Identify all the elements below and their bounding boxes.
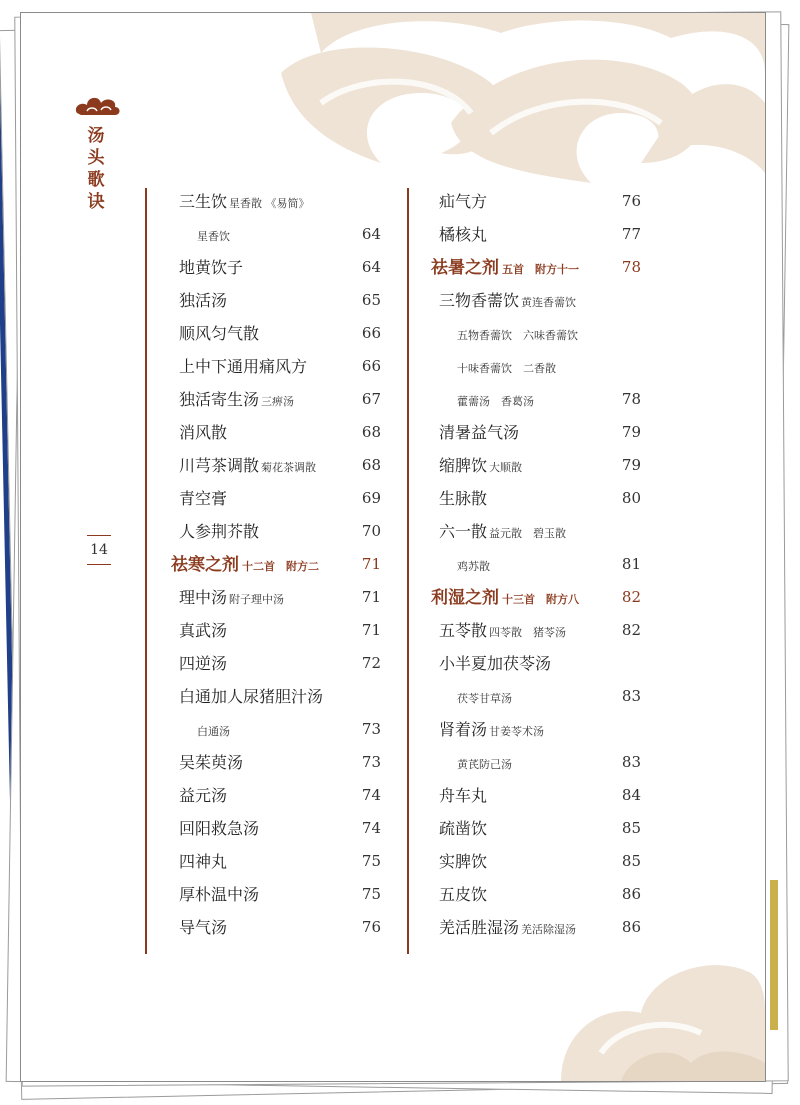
toc-entry-subtitle: 四苓散 猪苓汤	[489, 626, 567, 639]
toc-entry-title: 羌活胜湿汤	[439, 918, 520, 937]
toc-entry-page: 74	[361, 786, 381, 804]
toc-entry	[431, 482, 649, 515]
toc-entry	[171, 515, 389, 548]
toc-entry	[431, 713, 649, 746]
toc-entry-subtitle: 白通汤	[197, 725, 230, 738]
toc-left-column	[171, 185, 389, 944]
toc-entry-title: 四逆汤	[179, 654, 228, 673]
toc-entry	[171, 317, 389, 350]
toc-entry-page: 85	[621, 852, 641, 870]
toc-entry-page: 76	[621, 192, 641, 210]
toc-entry-subtitle: 大顺散	[489, 461, 523, 474]
toc-entry	[431, 548, 649, 581]
toc-entry	[431, 515, 649, 548]
toc-entry-title: 三物香薷饮	[439, 291, 520, 310]
page-number: 14	[87, 535, 111, 565]
toc-entry-subtitle: 五物香薷饮 六味香薷饮	[457, 329, 578, 342]
toc-entry-title: 实脾饮	[439, 852, 488, 871]
toc-entry-subtitle: 黄连香薷饮	[521, 296, 577, 309]
toc-entry-page: 73	[361, 753, 381, 771]
toc-entry-page: 86	[621, 918, 641, 936]
toc-entry-title: 舟车丸	[439, 786, 488, 805]
toc-entry-page: 71	[361, 621, 381, 639]
toc-entry	[171, 746, 389, 779]
toc-entry	[431, 746, 649, 779]
toc-entry-title: 六一散	[439, 522, 488, 541]
toc-entry-page: 83	[621, 753, 641, 771]
toc-entry	[431, 449, 649, 482]
toc-entry	[171, 581, 389, 614]
toc-entry	[431, 218, 649, 251]
toc-entry	[431, 812, 649, 845]
toc-entry-page: 78	[621, 390, 641, 408]
toc-entry-title: 真武汤	[179, 621, 228, 640]
toc-entry-page: 75	[361, 852, 381, 870]
toc-entry-page: 68	[361, 423, 381, 441]
toc-entry	[431, 383, 649, 416]
toc-entry	[171, 878, 389, 911]
toc-entry-subtitle: 十二首 附方二	[242, 560, 319, 573]
toc-entry-page: 82	[621, 621, 641, 639]
toc-entry	[171, 647, 389, 680]
toc-entry-title: 疝气方	[439, 192, 488, 211]
toc-entry-subtitle: 鸡苏散	[457, 560, 490, 573]
toc-entry	[171, 383, 389, 416]
toc-entry-subtitle: 五首 附方十一	[502, 263, 579, 276]
toc-section-heading	[431, 581, 649, 614]
toc-entry-page: 65	[361, 291, 381, 309]
toc-entry-page: 79	[621, 456, 641, 474]
toc-entry-page: 84	[621, 786, 641, 804]
toc-entry	[171, 449, 389, 482]
toc-entry-page: 71	[361, 555, 381, 573]
toc-entry-page: 85	[621, 819, 641, 837]
toc-entry	[431, 416, 649, 449]
toc-entry	[171, 251, 389, 284]
toc-entry-title: 青空膏	[179, 489, 228, 508]
toc-entry-title: 地黄饮子	[179, 258, 244, 277]
toc-entry-title: 顺风匀气散	[179, 324, 260, 343]
toc-entry	[171, 482, 389, 515]
toc-entry	[171, 680, 389, 713]
toc-entry-title: 小半夏加茯苓汤	[439, 654, 552, 673]
toc-entry	[171, 845, 389, 878]
toc-entry-title: 上中下通用痛风方	[179, 357, 308, 376]
toc-entry-title: 消风散	[179, 423, 228, 442]
toc-entry	[431, 317, 649, 350]
toc-entry	[431, 614, 649, 647]
toc-entry-title: 橘核丸	[439, 225, 488, 244]
toc-entry-page: 66	[361, 357, 381, 375]
cloud-decoration	[21, 13, 765, 1081]
toc-entry-page: 79	[621, 423, 641, 441]
toc-entry-page: 78	[621, 258, 641, 276]
toc-entry-subtitle: 十味香薷饮 二香散	[457, 362, 556, 375]
toc-entry	[171, 416, 389, 449]
toc-entry	[431, 845, 649, 878]
toc-page	[20, 12, 766, 1082]
toc-entry	[171, 218, 389, 251]
toc-entry	[171, 614, 389, 647]
toc-entry-title: 利湿之剂	[431, 588, 499, 608]
toc-entry-title: 祛寒之剂	[171, 555, 239, 575]
toc-entry-page: 86	[621, 885, 641, 903]
toc-entry	[171, 779, 389, 812]
toc-entry-title: 五苓散	[439, 621, 488, 640]
toc-entry-title: 人参荆芥散	[179, 522, 260, 541]
toc-entry-title: 独活汤	[179, 291, 228, 310]
toc-entry	[431, 284, 649, 317]
toc-entry-title: 吴茱萸汤	[179, 753, 244, 772]
toc-entry-subtitle: 附子理中汤	[229, 593, 285, 606]
toc-entry	[171, 284, 389, 317]
toc-entry	[431, 185, 649, 218]
toc-entry-title: 理中汤	[179, 588, 228, 607]
toc-entry	[171, 185, 389, 218]
toc-entry-subtitle: 黄芪防己汤	[457, 758, 512, 771]
cloud-logo-icon	[73, 93, 123, 119]
toc-entry-page: 72	[361, 654, 381, 672]
toc-entry-subtitle: 甘姜苓术汤	[489, 725, 545, 738]
toc-entry-page: 69	[361, 489, 381, 507]
toc-entry-subtitle: 羌活除湿汤	[521, 923, 577, 936]
toc-entry-page: 71	[361, 588, 381, 606]
toc-entry	[171, 350, 389, 383]
toc-entry	[171, 812, 389, 845]
toc-entry-page: 64	[361, 258, 381, 276]
toc-entry-page: 81	[621, 555, 641, 573]
toc-entry-page: 83	[621, 687, 641, 705]
toc-entry-subtitle: 星香散 《易简》	[229, 197, 310, 210]
toc-entry-title: 独活寄生汤	[179, 390, 260, 409]
toc-entry-title: 缩脾饮	[439, 456, 488, 475]
column-divider	[407, 188, 409, 954]
book-title-vertical: 汤头歌诀	[87, 126, 105, 212]
toc-entry-title: 肾着汤	[439, 720, 488, 739]
toc-entry-title: 益元汤	[179, 786, 228, 805]
toc-entry-title: 回阳救急汤	[179, 819, 260, 838]
toc-entry-title: 厚朴温中汤	[179, 885, 260, 904]
toc-entry-subtitle: 藿薷汤 香葛汤	[457, 395, 534, 408]
toc-entry-title: 三生饮	[179, 192, 228, 211]
toc-entry	[171, 911, 389, 944]
toc-entry-subtitle: 菊花茶调散	[261, 461, 317, 474]
toc-entry-subtitle: 十三首 附方八	[502, 593, 579, 606]
toc-entry-subtitle: 三痹汤	[261, 395, 295, 408]
toc-entry	[431, 680, 649, 713]
toc-entry-page: 77	[621, 225, 641, 243]
toc-entry-title: 导气汤	[179, 918, 228, 937]
toc-right-column	[431, 185, 649, 944]
book-edge-accent	[770, 880, 778, 1030]
toc-entry-subtitle: 星香饮	[197, 230, 230, 243]
toc-entry-title: 生脉散	[439, 489, 488, 508]
toc-entry-title: 川芎茶调散	[179, 456, 260, 475]
toc-entry-page: 76	[361, 918, 381, 936]
toc-entry-page: 80	[621, 489, 641, 507]
toc-entry-page: 82	[621, 588, 641, 606]
toc-entry-page: 75	[361, 885, 381, 903]
toc-entry-subtitle: 益元散 碧玉散	[489, 527, 567, 540]
toc-entry-page: 73	[361, 720, 381, 738]
toc-entry-page: 67	[361, 390, 381, 408]
toc-section-heading	[431, 251, 649, 284]
toc-entry	[431, 878, 649, 911]
toc-entry	[431, 911, 649, 944]
toc-entry-page: 74	[361, 819, 381, 837]
toc-entry-title: 白通加人尿猪胆汁汤	[179, 687, 324, 706]
column-divider	[145, 188, 147, 954]
toc-entry-page: 64	[361, 225, 381, 243]
toc-entry-page: 70	[361, 522, 381, 540]
toc-entry-title: 四神丸	[179, 852, 228, 871]
toc-entry-title: 清暑益气汤	[439, 423, 520, 442]
toc-entry	[171, 713, 389, 746]
toc-entry-subtitle: 茯苓甘草汤	[457, 692, 512, 705]
toc-entry	[431, 350, 649, 383]
toc-entry-page: 66	[361, 324, 381, 342]
toc-entry-title: 祛暑之剂	[431, 258, 499, 278]
toc-section-heading	[171, 548, 389, 581]
toc-entry	[431, 647, 649, 680]
toc-entry-page: 68	[361, 456, 381, 474]
toc-entry	[431, 779, 649, 812]
toc-entry-title: 疏凿饮	[439, 819, 488, 838]
toc-entry-title: 五皮饮	[439, 885, 488, 904]
